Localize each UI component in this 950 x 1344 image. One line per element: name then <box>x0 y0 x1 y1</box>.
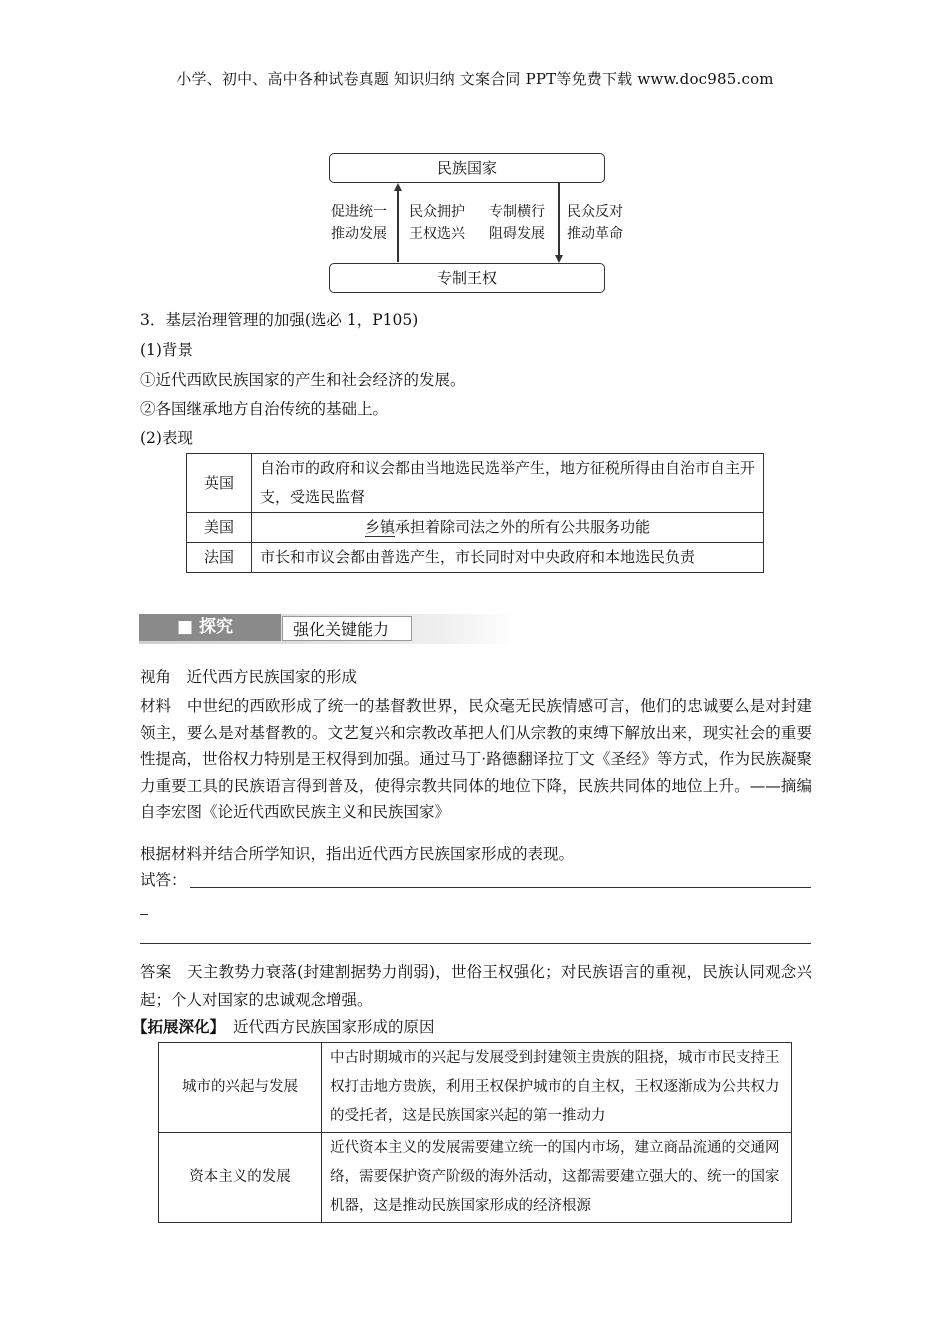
country-cell: 美国 <box>187 513 252 543</box>
answer-line-2[interactable] <box>140 943 811 944</box>
background-item-1: ①近代西欧民族国家的产生和社会经济的发展。 <box>140 371 466 389</box>
cause-text-cell: 中古时期城市的兴起与发展受到封建领主贵族的阻挠，城市市民支持王权打击地方贵族，利用王权保护城市的自主权，王权逐渐成为公共权力的受托者，这是民族国家兴起的第一推动力 <box>322 1043 792 1133</box>
table-row <box>159 1133 792 1223</box>
table-row <box>187 513 764 543</box>
answer-line-1[interactable] <box>190 887 811 888</box>
table-row <box>159 1043 792 1133</box>
diagram-bottom-box: 专制王权 <box>329 263 605 293</box>
extension-title <box>132 1015 435 1039</box>
cause-name-cell: 资本主义的发展 <box>159 1133 322 1223</box>
arrow-head-up-icon <box>394 183 402 191</box>
diagram-label-1: 促进统一 推动发展 <box>331 204 387 242</box>
cause-name-cell: 城市的兴起与发展 <box>159 1043 322 1133</box>
diagram-top-box: 民族国家 <box>329 153 605 183</box>
background-item-2: ②各国继承地方自治传统的基础上。 <box>140 400 389 418</box>
material-label: 材料 <box>140 697 172 715</box>
material-paragraph <box>140 693 812 826</box>
extension-tag: 【拓展深化】 <box>132 1018 226 1036</box>
section3-title: 3．基层治理管理的加强(选必 1，P105) <box>140 311 419 329</box>
country-cell: 英国 <box>187 454 252 513</box>
answer-text: 天主教势力衰落(封建割据势力削弱)，世俗王权强化；对民族语言的重视，民族认同观念兴起；个人对国家的忠诚观念增强。 <box>140 963 812 1009</box>
background-heading: (1)背景 <box>140 341 193 359</box>
table-row <box>187 454 764 513</box>
try-answer-label: 试答： <box>140 871 187 889</box>
cause-text-cell: 近代资本主义的发展需要建立统一的国内市场，建立商品流通的交通网络，需要保护资产阶级的海外活动，这都需要建立强大的、统一的国家机器，这是推动民族国家形成的经济根源 <box>322 1133 792 1223</box>
banner-label: 强化关键能力 <box>282 616 412 641</box>
description-cell: 乡镇承担着除司法之外的所有公共服务功能 <box>252 513 764 543</box>
banner-tag: ■ 探究 <box>139 614 281 641</box>
description-cell: 自治市的政府和议会都由当地选民选举产生，地方征税所得由自治市自主开支，受选民监督 <box>252 454 764 513</box>
explore-angle: 视角 近代西方民族国家的形成 <box>140 668 358 686</box>
answer-line-stub <box>140 914 148 915</box>
extension-title-text: 近代西方民族国家形成的原因 <box>233 1018 435 1036</box>
performance-heading: (2)表现 <box>140 429 193 447</box>
material-text: 中世纪的西欧形成了统一的基督教世界，民众毫无民族情感可言，他们的忠诚要么是对封建领主，要么是对基督教的。文艺复兴和宗教改革把人们从宗教的束缚下解放出来，现实社会的重要性提高，世俗权力特别是王权得到加强。通过马丁·路德翻译拉丁文《圣经》等方式，作为民族凝聚力重要工具的民族语言得到普及，使得宗教共同体的地位下降，民族共同体的地位上升。——摘编自李宏图《论近代西欧民族主义和民族国家》 <box>140 697 812 821</box>
diagram-label-2: 民众拥护 王权选兴 <box>409 204 465 242</box>
answer-label: 答案 <box>140 963 172 981</box>
causes-table <box>158 1042 792 1223</box>
arrow-up-left <box>397 190 399 262</box>
answer-paragraph <box>140 958 812 1014</box>
question-text: 根据材料并结合所学知识，指出近代西方民族国家形成的表现。 <box>140 845 575 863</box>
country-cell: 法国 <box>187 543 252 573</box>
arrow-down-right <box>558 182 560 255</box>
table-row <box>187 543 764 573</box>
local-governance-table <box>186 453 764 573</box>
diagram-label-3: 专制横行 阻碍发展 <box>489 204 545 242</box>
diagram-label-4: 民众反对 推动革命 <box>567 204 623 242</box>
arrow-head-down-icon <box>555 255 563 263</box>
description-cell: 市长和市议会都由普选产生，市长同时对中央政府和本地选民负责 <box>252 543 764 573</box>
page-header: 小学、初中、高中各种试卷真题 知识归纳 文案合同 PPT等免费下载 www.doc985.com <box>176 70 774 88</box>
underlined-term: 乡镇 <box>364 518 395 536</box>
